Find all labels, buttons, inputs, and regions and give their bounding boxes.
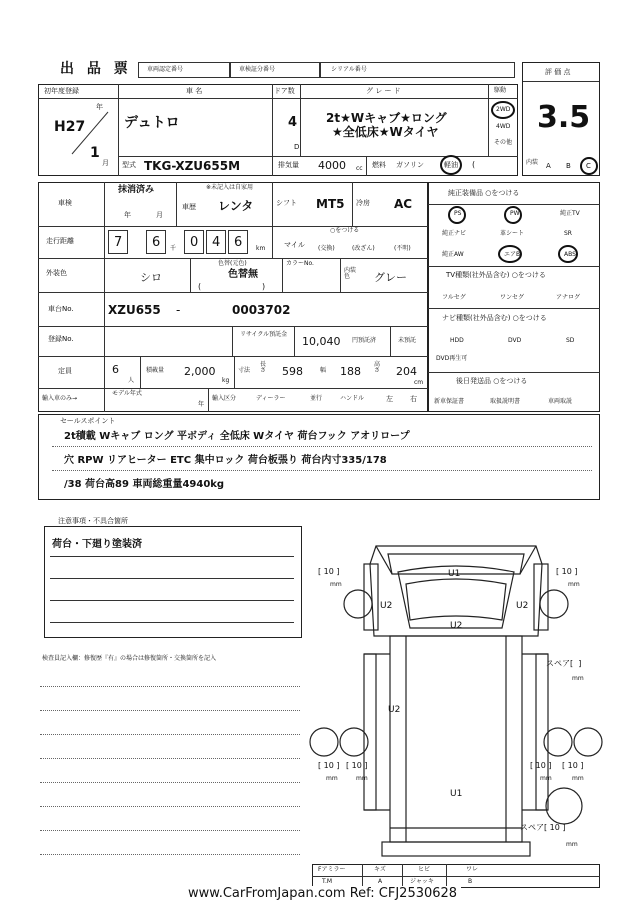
model-year-unit: 年 (198, 401, 205, 408)
car-name: デュトロ (124, 115, 180, 131)
height-value: 204 (396, 365, 417, 378)
load-label: 積載量 (146, 367, 165, 374)
legend-r3: ジャッキ (410, 878, 434, 885)
year-unit: 年 (96, 103, 103, 111)
fuel-circle (440, 155, 462, 175)
cargo-bed (390, 636, 522, 842)
mark-u1-top: U1 (448, 569, 461, 579)
equip-tv: 純正TV (560, 210, 580, 217)
tire-rr1: [ 10 ] (530, 761, 552, 770)
import-type-label: 輸入区分 (212, 395, 237, 402)
fuel-paren: ( (472, 160, 476, 169)
header-cell-a: 車両認定番号 (138, 62, 230, 78)
repaint-paren-open: ( (198, 282, 202, 291)
color-value: シロ (140, 271, 162, 284)
spare-1-unit: mm (572, 675, 584, 682)
score-label: 評 価 点 (545, 68, 571, 76)
tire-fr: [ 10 ] (556, 567, 578, 576)
disp-value: 4000 (318, 159, 346, 172)
mark-u2-left: U2 (380, 601, 393, 611)
recycle-label: リサイクル預託金 (240, 331, 288, 338)
month-unit: 月 (102, 159, 109, 167)
fuel-label: 燃料 (372, 161, 386, 169)
tv-fullseg: フルセグ (442, 294, 466, 301)
equip-abs-circle (558, 245, 578, 263)
equip-pw-circle (504, 206, 522, 224)
drive-2wd: 2WD (496, 106, 511, 113)
recycle-deposited: 円預託済 (352, 337, 377, 344)
equip-pw: PW (510, 210, 520, 217)
cc-unit: cc (356, 165, 363, 172)
color-label: 外装色 (46, 269, 67, 277)
fuel-gas: ガソリン (396, 161, 424, 169)
length-value: 598 (282, 365, 303, 378)
doc-manual: 取扱説明書 (490, 398, 521, 405)
doors-value: 4 (288, 115, 298, 130)
import-label: 輸入車のみ→ (42, 395, 78, 402)
kg-unit: kg (222, 377, 230, 384)
first-reg-month: 1 (90, 145, 100, 161)
navi-sd: SD (566, 337, 575, 344)
rental-note: ※未記入は自家用 (206, 184, 254, 191)
notes-text: 荷台・下廻り塗装済 (52, 539, 142, 550)
first-reg-label: 初年度登録 (44, 87, 79, 95)
equip-sr: SR (564, 230, 572, 237)
interior-c: C (586, 162, 591, 170)
load-value: 2,000 (184, 365, 216, 378)
legend-h1: Fアミラー (318, 866, 346, 873)
car-name-label: 車 名 (186, 87, 203, 95)
mileage-sep: 千 (170, 245, 177, 252)
width-label: 幅 (320, 367, 327, 374)
shift-label: シフト (276, 199, 297, 207)
sales-points-label: セールスポイント (60, 417, 116, 425)
doors-label: ドア数 (274, 87, 295, 95)
handle-left: 左 (386, 395, 393, 403)
inspector-label: 検査員記入欄：修復歴『有』の場合は修復箇所・交換箇所を記入 (42, 655, 217, 662)
header-cell-c: シリアル番号 (320, 62, 515, 78)
mileage-digit-1: 7 (108, 230, 128, 254)
interior-label: 内装 (526, 159, 539, 166)
aircon-label: 冷房 (356, 199, 370, 207)
sales-line-2: 穴 RPW リアヒーター ETC 集中ロック 荷台板張り 荷台内寸335/178 (64, 455, 387, 466)
tire-rl2: [ 10 ] (346, 761, 368, 770)
color-no-label: カラーNo. (286, 260, 314, 267)
equip-aw: 純正AW (442, 251, 464, 258)
mark-u2-right: U2 (516, 601, 529, 611)
mark-u2-bed: U2 (388, 705, 401, 715)
equip-airbag-circle (498, 245, 522, 263)
interior-a: A (546, 162, 551, 170)
mileage-digit-2: 6 (146, 230, 166, 254)
drive-label: 駆動 (494, 87, 507, 94)
chassis-model: XZU655 (108, 303, 161, 317)
tire-fr-unit: mm (568, 581, 580, 588)
chassis-dash: - (176, 303, 181, 317)
legend-h3: ヒビ (418, 866, 431, 873)
import-parallel: 並行 (310, 395, 323, 402)
mileage-digit-4: 4 (206, 230, 226, 254)
handle-right: 右 (410, 395, 417, 403)
history-label: 車歴 (182, 203, 196, 211)
tire-rl1-unit: mm (326, 775, 338, 782)
inspection-label: 車検 (58, 199, 72, 207)
header-cell-b: 車検証分番号 (230, 62, 320, 78)
mileage-digit-3: 0 (184, 230, 204, 254)
recycle-value: 10,040 (302, 335, 341, 348)
spare-2: スペア[ 10 ] (520, 823, 566, 832)
legend-h4: ワレ (466, 866, 479, 873)
mark-u2-center: U2 (450, 621, 463, 631)
equip-leather: 革シート (500, 230, 525, 237)
disp-label: 排気量 (278, 161, 299, 169)
inspection-year: 年 (124, 211, 131, 219)
recycle-undeposited: 未預託 (398, 337, 417, 344)
legend-r2: A (378, 878, 383, 885)
interior-b: B (566, 162, 571, 170)
model-year-label: モデル年式 (112, 390, 142, 397)
dvd-label: DVD再生可 (436, 355, 468, 362)
handle-label: ハンドル (340, 395, 365, 402)
vehicle-details-block (38, 182, 428, 412)
meter-opt2: (改ざん) (352, 245, 375, 252)
length-label: 長さ (260, 361, 267, 374)
equip-ps-circle (448, 206, 466, 224)
tv-title: TV種類(社外品含む) ○をつける (446, 271, 546, 279)
tire-fl: [ 10 ] (318, 567, 340, 576)
spare-1: スペア[ ] (546, 659, 582, 668)
height-label: 高さ (374, 361, 381, 374)
meter-check-hint: ○をつける (330, 227, 360, 234)
slash-divider (58, 102, 118, 162)
history-value: レンタ (218, 199, 254, 213)
grade-line1: 2t★Wキャブ★ロング (326, 111, 447, 125)
dims-label: 寸法 (238, 367, 251, 374)
equip-navi: 純正ナビ (442, 230, 467, 237)
tv-analog: アナログ (556, 294, 581, 301)
footer-watermark: www.CarFromJapan.com Ref: CFJ2530628 (184, 886, 461, 901)
drive-4wd: 4WD (496, 123, 511, 130)
capacity-label: 定員 (58, 367, 72, 375)
interior-circle (580, 157, 598, 175)
sheet-title: 出 品 票 (60, 61, 132, 77)
tire-rr2: [ 10 ] (562, 761, 584, 770)
tv-oneseg: ワンセグ (500, 294, 525, 301)
navi-hdd: HDD (450, 337, 464, 344)
doors-d: D (294, 143, 300, 151)
sales-line-1: 2t積載 Wキャブ ロング 平ボディ 全低床 Wタイヤ 荷台フック アオリロープ (64, 431, 410, 442)
import-dealer: ディーラー (256, 395, 286, 402)
equip-ps: PS (454, 210, 462, 217)
sales-line-3: /38 荷台高89 車両総重量4940kg (64, 479, 225, 490)
drive-other: その他 (494, 139, 513, 146)
legend-h2: キズ (374, 866, 386, 873)
model-value: TKG-XZU655M (144, 159, 241, 173)
person-unit: 人 (128, 377, 135, 384)
aircon-value: AC (394, 197, 413, 211)
interior-color-value: グレー (374, 271, 407, 284)
meter-label: マイル (284, 241, 305, 249)
inspection-value: 抹消済み (118, 185, 155, 195)
notes-label: 注意事項・不具合箇所 (58, 517, 128, 525)
meter-opt1: (交換) (318, 245, 335, 252)
tire-rl2-unit: mm (356, 775, 368, 782)
tire-fl-unit: mm (330, 581, 342, 588)
grade-line2: ★全低床★Wタイヤ (332, 125, 439, 139)
inspection-month: 月 (156, 211, 163, 219)
width-value: 188 (340, 365, 361, 378)
chassis-number: 0003702 (232, 303, 291, 317)
docs-title: 後日発送品 ○をつける (456, 377, 528, 385)
first-reg-year: H27 (54, 119, 86, 135)
score-value: 3.5 (537, 100, 591, 135)
chassis-label: 車台No. (48, 305, 74, 313)
doc-car-manual: 車両取説 (548, 398, 573, 405)
fuel-diesel: 軽油 (444, 161, 458, 169)
navi-dvd: DVD (508, 337, 522, 344)
mileage-label: 走行距離 (46, 237, 74, 245)
doc-warranty: 新車保証書 (434, 398, 465, 405)
tire-rr1-unit: mm (540, 775, 552, 782)
interior-color-label: 内装色 (344, 267, 357, 280)
spare-2-unit: mm (566, 841, 578, 848)
navi-title: ナビ種類(社外品含む) ○をつける (442, 314, 547, 322)
model-label: 型式 (122, 161, 136, 169)
regno-label: 登録No. (48, 335, 74, 343)
legend-r1: T.M (322, 878, 333, 885)
mileage-digit-5: 6 (228, 230, 248, 254)
cm-unit: cm (414, 379, 424, 386)
grade-label: グ レ ー ド (366, 87, 401, 95)
equip-abs: ABS (564, 251, 576, 258)
repaint-paren-close: ) (262, 282, 266, 291)
meter-opt3: (不明) (394, 245, 411, 252)
legend-r4: B (468, 878, 473, 885)
capacity-value: 6 (112, 363, 119, 376)
repaint-label: 色替(元色) (218, 260, 247, 267)
equip-airbag: エアB (504, 251, 521, 258)
drive-circle (491, 101, 515, 119)
km-unit: km (256, 245, 266, 252)
tire-rr2-unit: mm (572, 775, 584, 782)
tire-rl1: [ 10 ] (318, 761, 340, 770)
equipment-title: 純正装備品 ○をつける (448, 189, 520, 197)
mark-u1-bottom: U1 (450, 789, 463, 799)
shift-value: MT5 (316, 197, 345, 211)
repaint-value: 色替無 (228, 269, 258, 280)
